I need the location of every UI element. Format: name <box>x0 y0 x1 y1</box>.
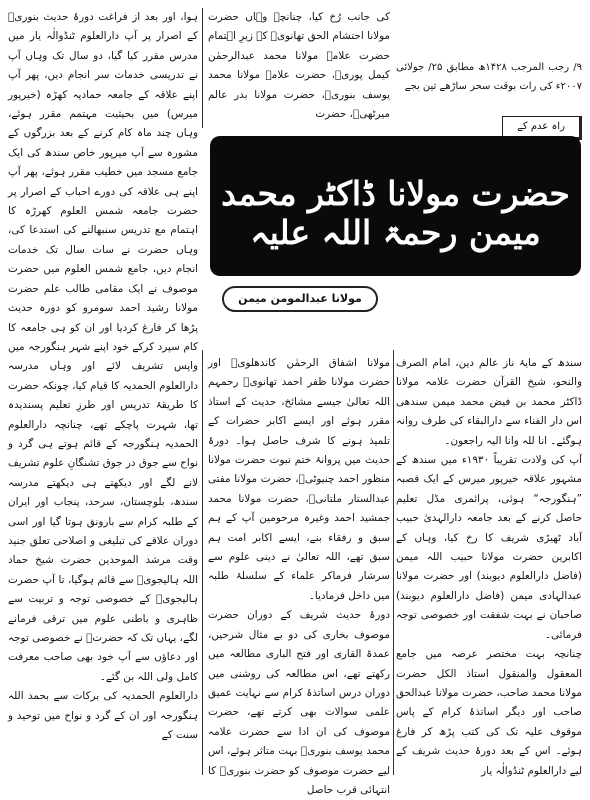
middle-paragraph-2: دورۂ حدیث شریف کے دوران حضرت موصوف بخاری کی دو بے مثال شرحیں، عمدۃ القاری اور فتح الباری مطالعہ میں رکھتے تھے، اس مطالعہ کی روشنی میں دوران درس اساتذۂ کرام سے نہایت عمیق علمی سوالات بھی کرتے تھے، حضرت موصوف کی ان ادا سے حضرت علامہ محمد یوسف بنوریؒ بہت متاثر ہوئے، اس لیے حضرت موصوف کو حضرت بنوریؒ کا انتہائی قرب حاصل <box>208 609 390 796</box>
article-title-banner <box>210 136 581 276</box>
middle-top-text: کی جانب رُخ کیا، چنانچہ وہاں حضرت مولانا احتشام الحق تھانویؒ کے زیرِ اہتمام حضرت علامہ مولانا محمد عبدالرحمٰن کیمل پوریؒ، حضرت علامہ مولانا محمد یوسف بنوریؒ، حضرت مولانا بدر عالم میرٹھیؒ، حضرت <box>208 11 390 121</box>
right-paragraph-1: سندھ کے مایۂ ناز عالم دین، امام الصرف والنحو، شیخ القرآن حضرت علامہ مولانا ڈاکٹر محمد بن فیض محمد میمن سندھی اس دار الفناء سے دارالبقاء کی طرف روانہ ہوگئے۔ انا للہ وانا الیہ راجعون۔ <box>396 357 582 447</box>
article-title: حضرت مولانا ڈاکٹر محمد میمن رحمۃ اللہ علیہ <box>221 174 570 252</box>
right-paragraph-2: آپ کی ولادت تقریباً ۱۹۳۰ء میں سندھ کے مشہور علاقہ خیرپور میرس کے ایک قصبہ ”ہنگورجہ“ ہوئی، پرائمری مڈل تعلیم حاصل کرنے کے بعد جامعہ دارالہدیٰ حبیب آباد ٹھیڑی شریف کا رخ کیا، وہاں کے اکابرین حضرت مولانا حبیب اللہ میمن (فاضل دارالعلوم دیوبند) اور حضرت مولانا عبدالہادی میمن (فاضل دارالعلوم دیوبند) صاحبان نے بہت شفقت اور خصوصی توجہ فرمائی۔ <box>396 454 582 641</box>
right-paragraph-3: چنانچہ بہت مختصر عرصہ میں جامع المعقول والمنقول استاذ الکل حضرت مولانا محمد صاحب، حضرت مولانا عبدالحق صاحب اور دیگر اساتذۂ کرام کے پاس موقوف علیہ تک کی کتب پڑھ کر فارغ ہوئے۔ اس کے بعد دورۂ حدیث شریف کے لیے دارالعلوم ٹنڈوالٰہ یار <box>396 648 582 777</box>
left-column <box>8 8 198 745</box>
left-paragraph-1: ہوا، اور بعد از فراغت دورۂ حدیث بنوریؒ کے اصرار پر آپ دارالعلوم ٹنڈوالٰہ یار میں مدرس مقرر کیا گیا، دو سال تک وہاں آپ نے تدریسی خدمات سر انجام دیں، پھر آپ اپنے علاقہ کے جامعہ حمادیہ کھڑہ (خیرپور میرس) میں بحیثیت مہتمم مقرر ہوئے، وہاں چند ماہ کام کرنے کے بعد بزرگوں کے مشورہ سے آپ میرپور خاص سندھ کی ایک جامع مسجد میں خطیب مقرر ہوئے، پھر آپ اپنے ہی علاقہ کی دورے احباب کے اصرار پر حضرت جامعہ شمس العلوم کھرڑہ کا اہتمام مع تدریس سنبھالنے کی استدعا کی، وہاں حضرت نے سات سال تک خدمات انجام دیں، جامع شمس العلوم میں حضرت موصوف نے ایک مقامی طالب علم حضرت مولانا رشید احمد سومرو کو دورہ حدیث پڑھا کر فارغ کردیا اور ان کو ہی جامعہ کا کام سپرد کرکے خود اپنے شہر ہنگورجہ میں واپس تشریف لائے اور وہاں مدرسہ دارالعلوم الحمدیہ کا قیام کیا، چونکہ حضرت کا طریقۂ تدریس اور طرزِ تعلیم پسندیدہ تھا، شہرت پاچکے تھے، چنانچہ دارالعلوم الحمدیہ ہنگورجہ کے قائم ہوتے ہی گرد و نواح سے جوق در جوق تشنگانِ علوم تشریف لانے لگے اور دیکھتے ہی دیکھتے مدرسہ سندھ، بلوچستان، سرحد، پنجاب اور ایران کے طلبہ کرام سے بارونق ہوتا گیا اور اسی دوران علاقے کی تبلیغی و اصلاحی تعلق جنید وقت مرشد الموحدین حضرت شیخ حماد اللہ ہالیجویؒ سے قائم ہوگیا، تا آپ حضرت ہالیجویؒ کے خصوصی توجہ و تربیت سے ظاہری و باطنی علوم میں ترقی فرمانے لگے، یہاں تک کہ حضرتؒ نے خصوصی توجہ اور دعاؤں سے آپ خود بھی صاحب معرفت کامل ولی اللہ بن گئے۔ <box>8 11 198 683</box>
column-divider-right <box>393 350 394 775</box>
article-opening-date <box>396 58 582 96</box>
middle-paragraph-1: مولانا اشفاق الرحمٰن کاندھلویؒ اور حضرت مولانا ظفر احمد تھانویؒ رحمہم اللہ تعالیٰ جیسے مشائخ، حدیث کے استاذ مقرر ہوئے اور ایسے اکابر حضرات کے تلمیذ ہونے کا شرف حاصل ہوا۔ دورۂ حدیث میں پروانۂ ختم نبوت حضرت مولانا منظور احمد چنیوٹیؒ، حضرت مولانا مفتی عبدالستار ملتانیؒ، حضرت مولانا محمد جمشید احمد وغیرہ مرحومین آپ کے ہم سبق و رفقاء بنے، ایسے اکابر امت ہم سبق تھے، اللہ تعالیٰ نے دینی علوم سے سرشار فرماکر علماء کے سلسلۂ طلبہ میں داخل فرمادیا۔ <box>208 357 390 602</box>
middle-column-bottom <box>208 354 390 800</box>
right-column-bottom <box>396 354 582 781</box>
left-paragraph-2: دارالعلوم الحمدیہ کی برکات سے بحمد اللہ ہنگورجہ اور ان کے گرد و نواح میں توحید و سنت کے <box>8 690 198 742</box>
author-byline: مولانا عبدالمومن میمن <box>222 286 378 312</box>
section-label: راہ عدم کے <box>502 116 582 140</box>
column-divider-left <box>202 8 203 128</box>
date-line: ۹/ رجب المرجب ۱۴۲۸ھ مطابق ۲۵/ جولائی ۲۰۰۷ء کی رات بوقت سحر ساڑھے تین بجے <box>396 62 582 92</box>
middle-column-top <box>208 8 390 124</box>
column-divider-left-bottom <box>202 350 203 775</box>
